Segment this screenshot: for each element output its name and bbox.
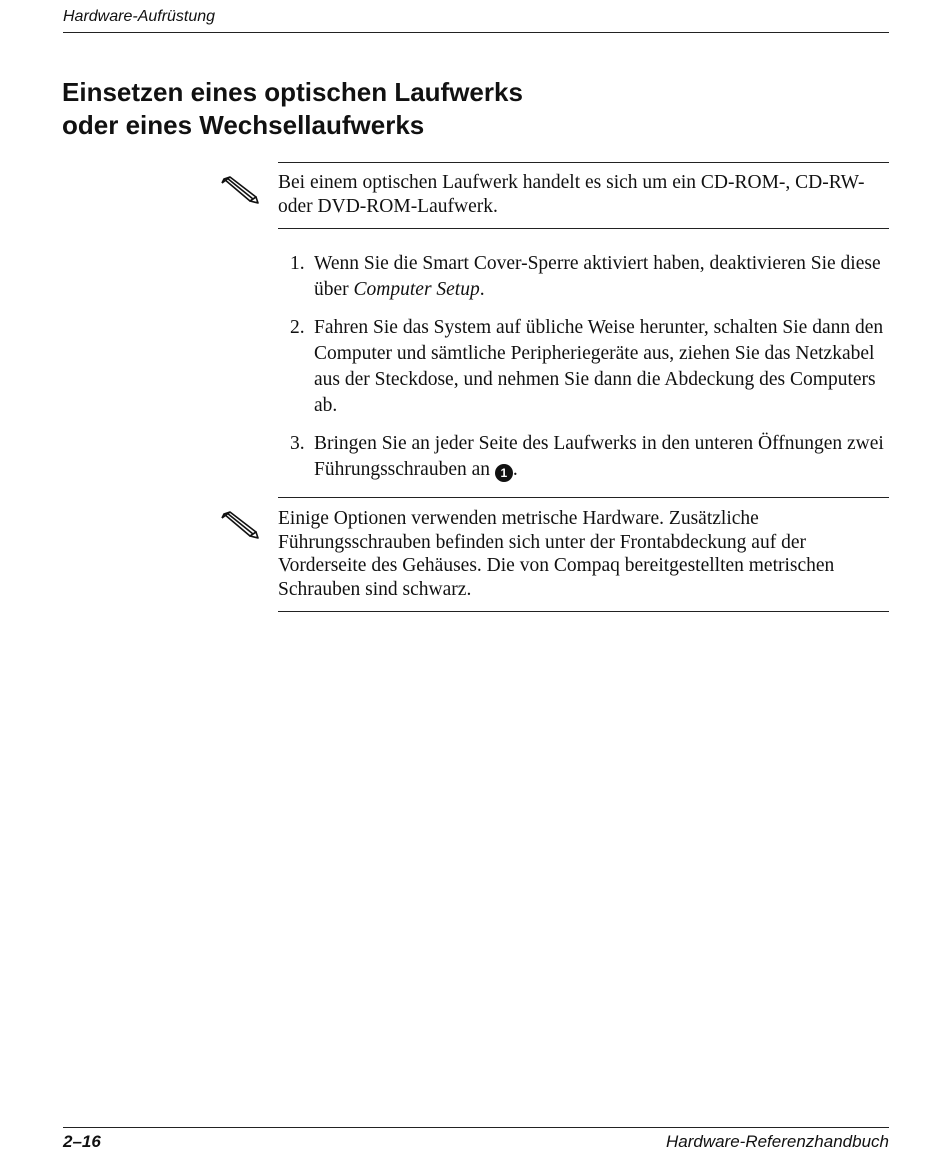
step-item — [290, 431, 890, 483]
book-title: Hardware-Referenzhandbuch — [665, 1132, 889, 1151]
step-item — [290, 251, 890, 303]
step-text: Fahren Sie das System auf übliche Weise herunter, schalten Sie dann den Computer und sämtliche Peripheriegeräte aus, ziehen Sie das Netzkabel aus der Steckdose, und nehmen Sie dann die Abdeckung des Computers ab. — [314, 317, 884, 416]
step-number: 1. — [290, 253, 305, 274]
step-text: Bringen Sie an jeder Seite des Laufwerks in den unteren Öffnungen zwei Führungsschrauben an — [314, 433, 884, 480]
step-text: Wenn Sie die Smart Cover-Sperre aktiviert haben, deaktivieren Sie diese über — [314, 253, 881, 300]
section-title-line-1: Einsetzen eines optischen Laufwerks — [62, 77, 523, 107]
running-footer — [63, 1127, 889, 1156]
note-metric-hardware — [278, 497, 889, 612]
note-text: Bei einem optischen Laufwerk handelt es sich um ein CD-ROM-, CD-RW- oder DVD-ROM-Laufwerk. — [278, 172, 865, 217]
step-text-end: . — [479, 279, 485, 300]
note-text: Einige Optionen verwenden metrische Hardware. Zusätzliche Führungsschrauben befinden sich unter der Frontabdeckung auf der Vorderseite des Gehäuses. Die von Compaq bereitgestellten metrischen Schrauben sind schwarz. — [278, 508, 835, 600]
step-text-end: . — [512, 459, 518, 480]
callout-number-icon: 1 — [495, 464, 513, 482]
section-title-line-2: oder eines Wechsellaufwerks — [62, 110, 425, 140]
page-number: 2–16 — [63, 1132, 101, 1151]
note-optical-drive — [278, 162, 889, 229]
step-number: 2. — [290, 317, 305, 338]
pencil-note-icon — [220, 175, 260, 205]
installation-steps — [290, 251, 890, 495]
step-item — [290, 315, 890, 419]
section-title — [62, 76, 523, 142]
step-number: 3. — [290, 433, 305, 454]
pencil-note-icon — [220, 510, 260, 540]
running-header — [63, 6, 889, 33]
step-text-emphasis: Computer Setup — [353, 279, 480, 300]
running-header-title: Hardware-Aufrüstung — [63, 8, 216, 25]
